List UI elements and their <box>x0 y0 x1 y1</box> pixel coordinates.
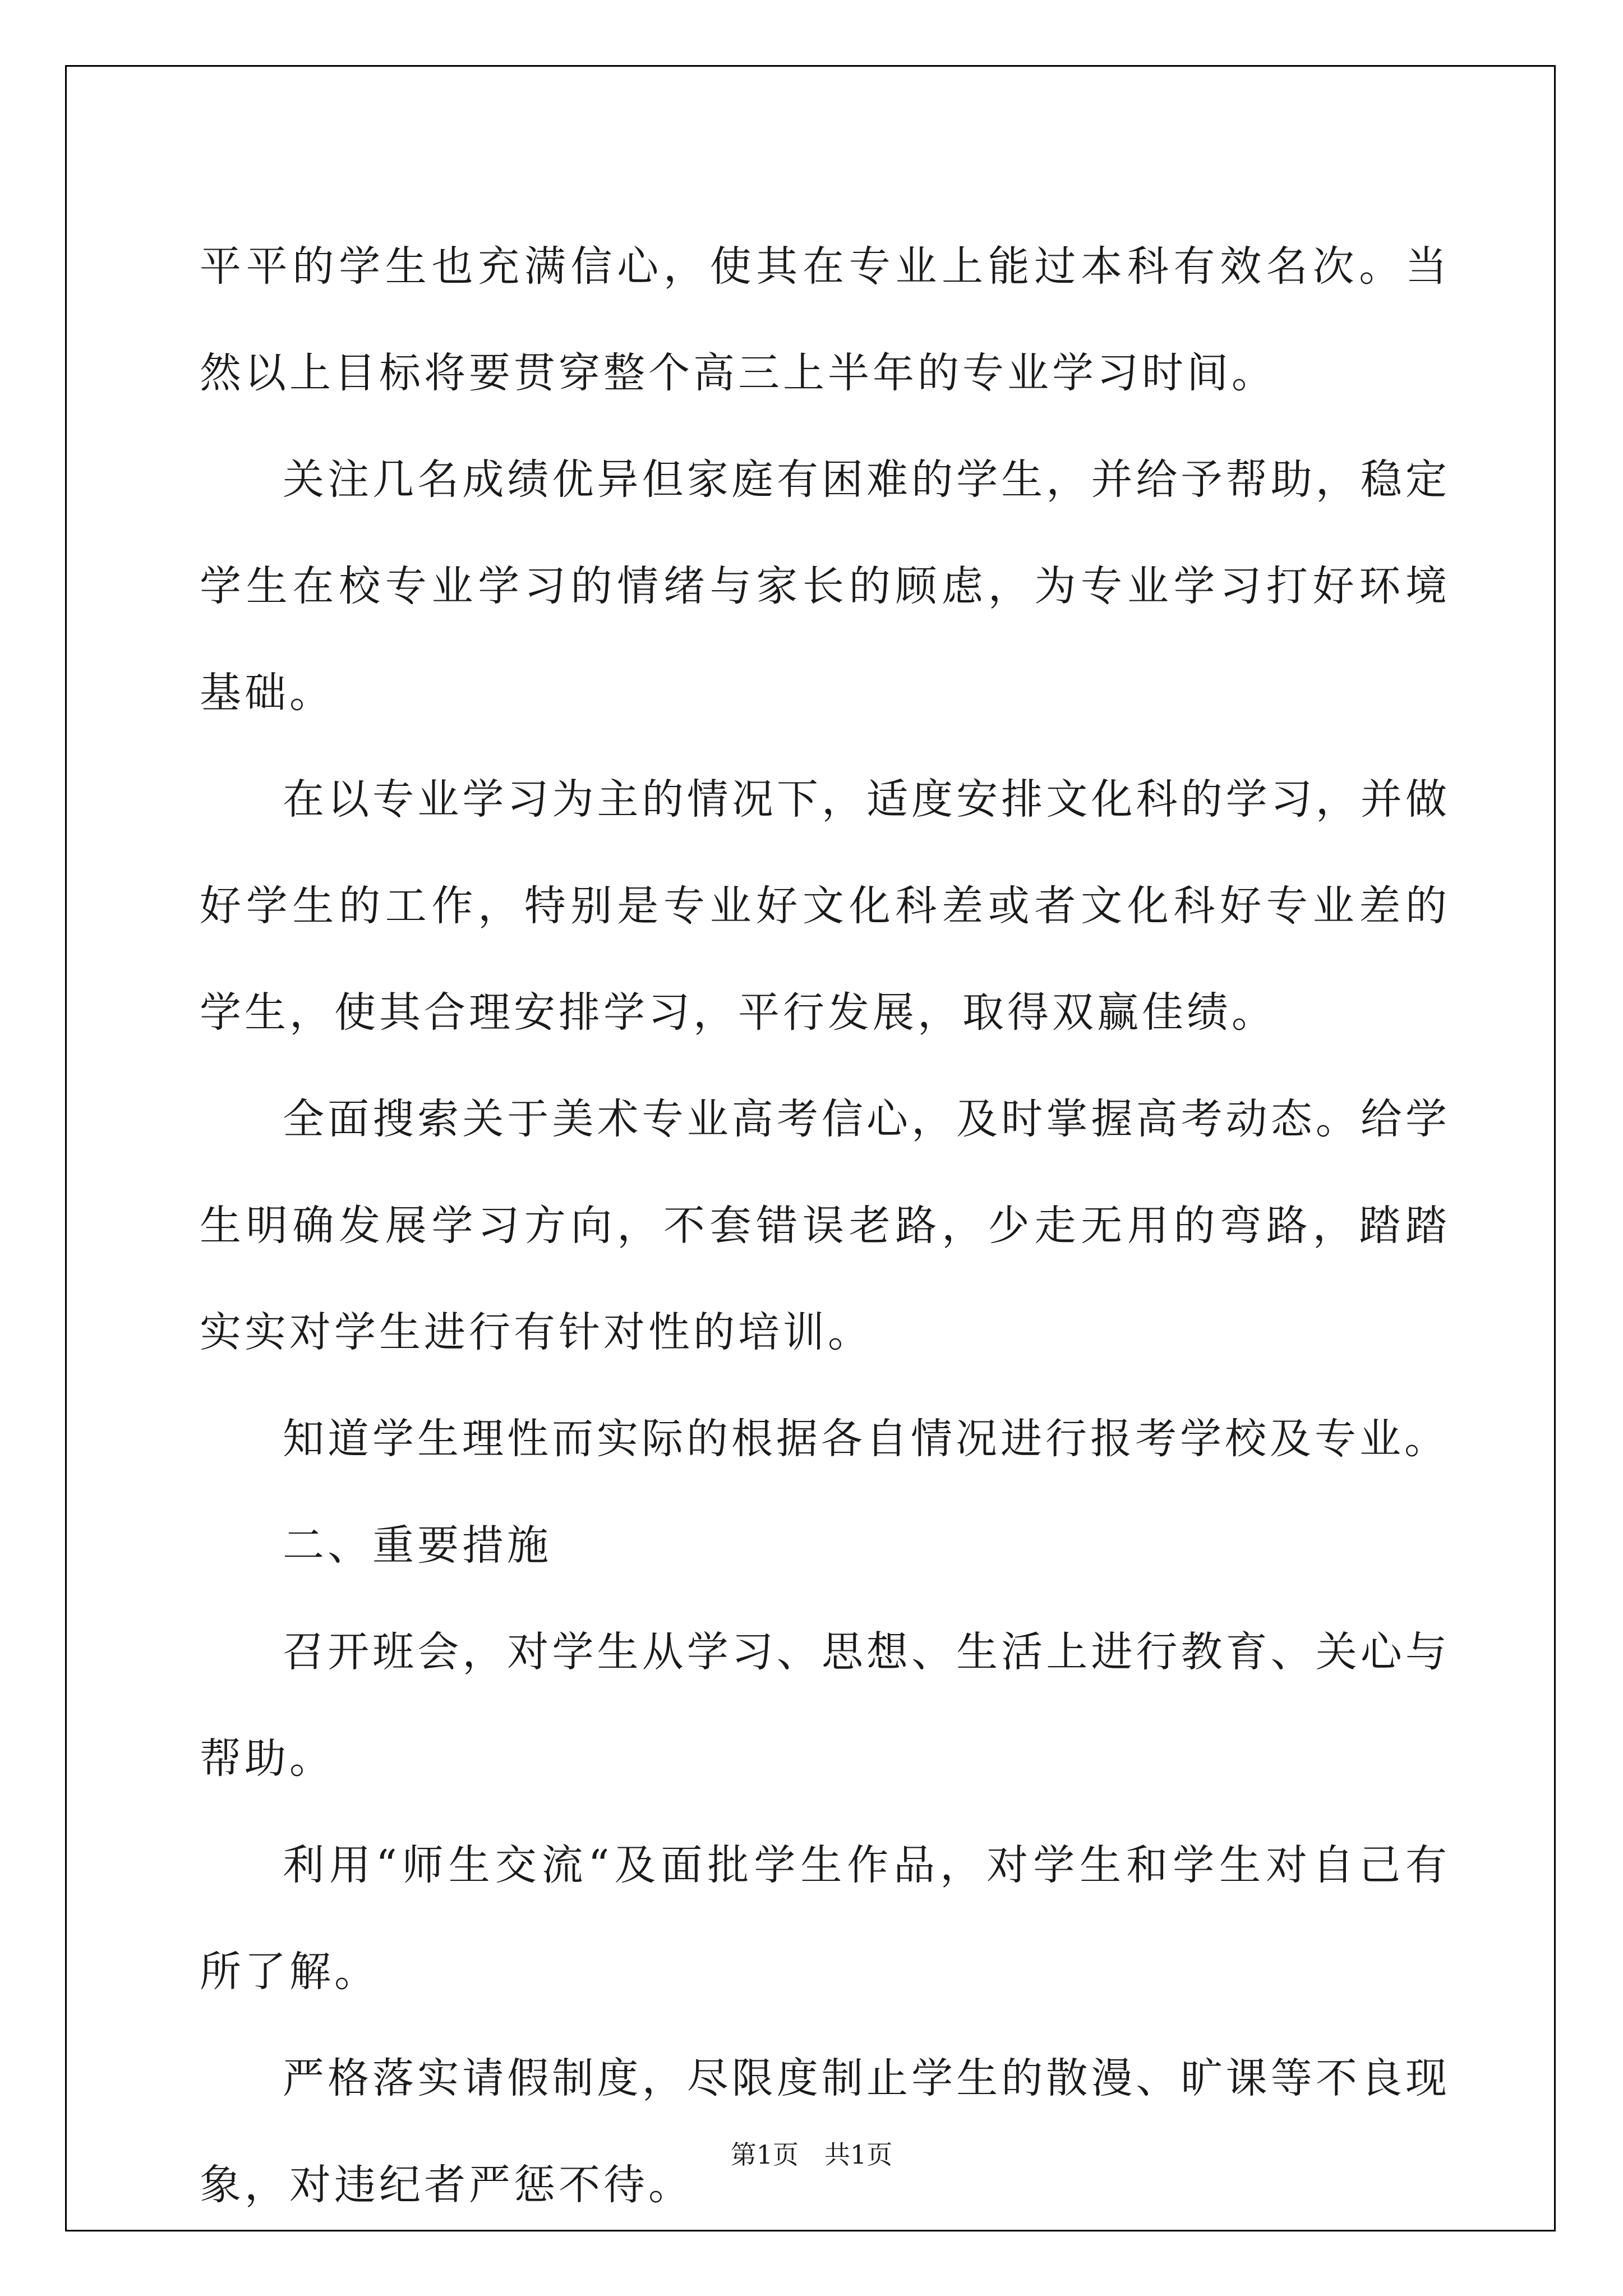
document-body <box>200 213 1450 2238</box>
paragraph: 严格落实请假制度，尽限度制止学生的散漫、旷课等不良现象，对违纪者严惩不待。 <box>200 2054 1450 2209</box>
paragraph: 全面搜索关于美术专业高考信心，及时掌握高考动态。给学生明确发展学习方向，不套错误老路，少走无用的弯路，踏踏实实对学生进行有针对性的培训。 <box>200 1095 1450 1356</box>
paragraph: 在以专业学习为主的情况下，适度安排文化科的学习，并做好学生的工作，特别是专业好文化科差或者文化科好专业差的学生，使其合理安排学习，平行发展，取得双赢佳绩。 <box>200 775 1450 1037</box>
paragraph: 利用“师生交流“及面批学生作品，对学生和学生对自己有所了解。 <box>200 1841 1450 1996</box>
paragraph: 关注几名成绩优异但家庭有困难的学生，并给予帮助，稳定学生在校专业学习的情绪与家长的顾虑，为专业学习打好环境基础。 <box>200 455 1450 717</box>
section-heading: 二、重要措施 <box>283 1521 552 1570</box>
paragraph: 召开班会，对学生从学习、思想、生活上进行教育、关心与帮助。 <box>200 1628 1450 1783</box>
paragraph: 知道学生理性而实际的根据各自情况进行报考学校及专业。 <box>283 1415 1449 1463</box>
page-total: 共1页 <box>824 2139 893 2170</box>
page-footer <box>0 2134 1623 2171</box>
page-number: 第1页 <box>730 2139 799 2170</box>
paragraph: 平平的学生也充满信心，使其在专业上能过本科有效名次。当然以上目标将要贯穿整个高三上半年的专业学习时间。 <box>200 242 1450 397</box>
